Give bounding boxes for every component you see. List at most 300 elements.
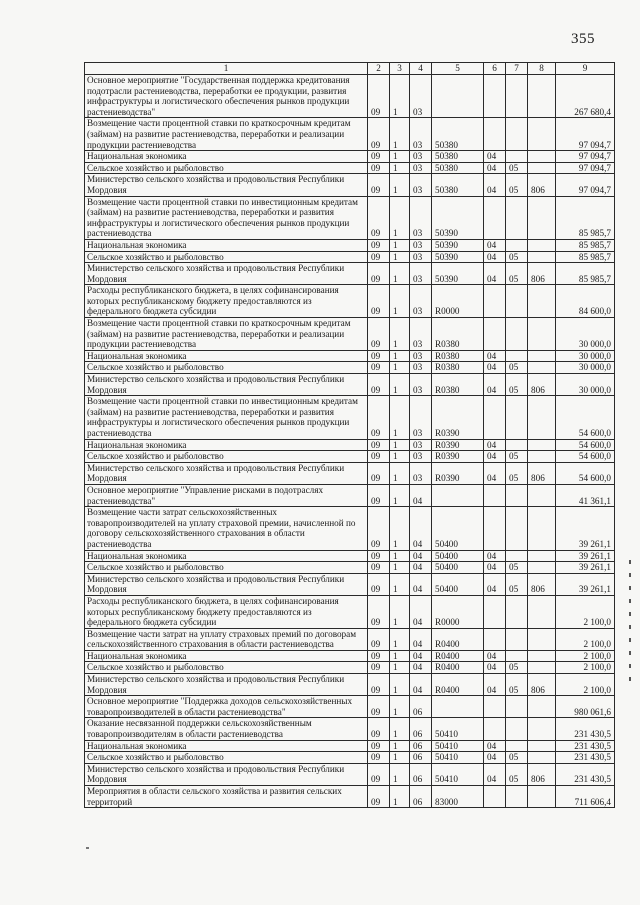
code-cell	[528, 718, 556, 740]
code-cell: 03	[410, 362, 432, 374]
code-cell: R0390	[432, 451, 484, 463]
code-cell: 1	[390, 674, 410, 696]
code-cell: 05	[506, 462, 528, 484]
code-cell: 05	[506, 763, 528, 785]
code-cell: 09	[368, 196, 390, 239]
code-cell: R0400	[432, 650, 484, 662]
row-name-cell: Возмещение части процентной ставки по краткосрочным кредитам (займам) на развитие растениеводства, переработки и реализации продукции растениеводства	[85, 118, 368, 151]
code-cell: 09	[368, 763, 390, 785]
row-name-cell: Оказание несвязанной поддержки сельскохозяйственным товаропроизводителям в области растениеводства	[85, 718, 368, 740]
code-cell: 1	[390, 251, 410, 263]
table-header-row	[85, 63, 615, 75]
code-cell: 806	[528, 263, 556, 285]
code-cell: 1	[390, 350, 410, 362]
code-cell: 806	[528, 174, 556, 196]
code-cell	[528, 151, 556, 163]
code-cell	[528, 752, 556, 764]
code-cell	[528, 239, 556, 251]
code-cell	[484, 118, 506, 151]
amount-cell: 231 430,5	[556, 740, 615, 752]
code-cell: 05	[506, 573, 528, 595]
code-cell: 05	[506, 263, 528, 285]
code-cell: 04	[484, 162, 506, 174]
code-cell: 04	[484, 662, 506, 674]
table-row	[85, 162, 615, 174]
code-cell	[528, 507, 556, 550]
code-cell	[506, 786, 528, 808]
code-cell: 04	[484, 374, 506, 396]
column-header: 1	[85, 63, 368, 75]
table-row	[85, 174, 615, 196]
table-row	[85, 562, 615, 574]
code-cell	[506, 718, 528, 740]
code-cell	[528, 696, 556, 718]
code-cell: 50390	[432, 251, 484, 263]
code-cell: 09	[368, 350, 390, 362]
table-row	[85, 396, 615, 439]
code-cell: 09	[368, 740, 390, 752]
code-cell: 50380	[432, 118, 484, 151]
code-cell: 04	[410, 650, 432, 662]
code-cell: 09	[368, 674, 390, 696]
code-cell: 04	[484, 740, 506, 752]
code-cell	[484, 507, 506, 550]
code-cell	[506, 650, 528, 662]
amount-cell: 30 000,0	[556, 362, 615, 374]
code-cell	[528, 285, 556, 318]
code-cell: 806	[528, 573, 556, 595]
row-name-cell: Сельское хозяйство и рыболовство	[85, 162, 368, 174]
amount-cell: 39 261,1	[556, 507, 615, 550]
code-cell: 1	[390, 285, 410, 318]
code-cell: 1	[390, 75, 410, 118]
amount-cell: 231 430,5	[556, 718, 615, 740]
table-row	[85, 318, 615, 351]
code-cell: 05	[506, 162, 528, 174]
code-cell: 04	[484, 752, 506, 764]
code-cell: 04	[484, 350, 506, 362]
amount-cell: 41 361,1	[556, 484, 615, 506]
table-row	[85, 696, 615, 718]
row-name-cell: Сельское хозяйство и рыболовство	[85, 451, 368, 463]
amount-cell: 54 600,0	[556, 396, 615, 439]
table-row	[85, 573, 615, 595]
code-cell: 1	[390, 628, 410, 650]
code-cell	[484, 786, 506, 808]
code-cell: 50390	[432, 196, 484, 239]
row-name-cell: Сельское хозяйство и рыболовство	[85, 251, 368, 263]
row-name-cell: Национальная экономика	[85, 350, 368, 362]
code-cell: 05	[506, 752, 528, 764]
code-cell	[506, 595, 528, 628]
code-cell	[506, 550, 528, 562]
code-cell: R0000	[432, 285, 484, 318]
margin-marks	[629, 560, 632, 710]
table-row	[85, 263, 615, 285]
code-cell: 806	[528, 674, 556, 696]
amount-cell: 97 094,7	[556, 174, 615, 196]
table-row	[85, 740, 615, 752]
table-row	[85, 151, 615, 163]
code-cell: 1	[390, 318, 410, 351]
code-cell: 1	[390, 650, 410, 662]
amount-cell: 2 100,0	[556, 650, 615, 662]
code-cell: 09	[368, 507, 390, 550]
code-cell: 1	[390, 550, 410, 562]
code-cell: R0400	[432, 674, 484, 696]
code-cell	[528, 562, 556, 574]
code-cell: 05	[506, 451, 528, 463]
code-cell: R0000	[432, 595, 484, 628]
amount-cell: 711 606,4	[556, 786, 615, 808]
code-cell	[528, 350, 556, 362]
code-cell	[484, 595, 506, 628]
amount-cell: 97 094,7	[556, 151, 615, 163]
code-cell	[484, 628, 506, 650]
amount-cell: 54 600,0	[556, 451, 615, 463]
row-name-cell: Министерство сельского хозяйства и продовольствия Республики Мордовия	[85, 573, 368, 595]
code-cell: 1	[390, 439, 410, 451]
amount-cell: 54 600,0	[556, 439, 615, 451]
code-cell: 50380	[432, 174, 484, 196]
code-cell: 06	[410, 786, 432, 808]
code-cell	[506, 118, 528, 151]
code-cell	[506, 396, 528, 439]
code-cell: 50390	[432, 239, 484, 251]
code-cell: 03	[410, 196, 432, 239]
code-cell: 50400	[432, 562, 484, 574]
code-cell: 03	[410, 285, 432, 318]
code-cell: R0390	[432, 462, 484, 484]
code-cell	[528, 550, 556, 562]
page-number: 355	[571, 31, 595, 47]
code-cell	[528, 396, 556, 439]
code-cell: 09	[368, 174, 390, 196]
code-cell	[506, 196, 528, 239]
row-name-cell: Сельское хозяйство и рыболовство	[85, 662, 368, 674]
code-cell	[528, 318, 556, 351]
code-cell	[506, 318, 528, 351]
code-cell: 1	[390, 484, 410, 506]
amount-cell: 2 100,0	[556, 628, 615, 650]
table-row	[85, 718, 615, 740]
code-cell: 09	[368, 562, 390, 574]
code-cell: 09	[368, 439, 390, 451]
code-cell: 05	[506, 562, 528, 574]
row-name-cell: Сельское хозяйство и рыболовство	[85, 362, 368, 374]
code-cell	[528, 75, 556, 118]
code-cell: 03	[410, 118, 432, 151]
code-cell: 03	[410, 396, 432, 439]
code-cell	[484, 318, 506, 351]
code-cell: 04	[484, 263, 506, 285]
code-cell: 09	[368, 118, 390, 151]
code-cell: 04	[484, 763, 506, 785]
code-cell: 1	[390, 662, 410, 674]
row-name-cell: Национальная экономика	[85, 650, 368, 662]
code-cell	[484, 696, 506, 718]
code-cell: 09	[368, 484, 390, 506]
amount-cell: 231 430,5	[556, 763, 615, 785]
code-cell	[528, 118, 556, 151]
code-cell: 09	[368, 151, 390, 163]
code-cell: 05	[506, 374, 528, 396]
code-cell: 1	[390, 263, 410, 285]
row-name-cell: Возмещение части процентной ставки по инвестиционным кредитам (займам) на развитие растениеводства, переработки и развития инфраструктуры и логистического обеспечения рынков продукции растениеводства	[85, 396, 368, 439]
code-cell: 1	[390, 162, 410, 174]
row-name-cell: Возмещение части затрат сельскохозяйственных товаропроизводителей на уплату страховой премии, начисленной по договору сельскохозяйственного страхования в области растениеводства	[85, 507, 368, 550]
row-name-cell: Сельское хозяйство и рыболовство	[85, 562, 368, 574]
code-cell: 1	[390, 718, 410, 740]
code-cell: 09	[368, 75, 390, 118]
table-row	[85, 451, 615, 463]
code-cell: 09	[368, 462, 390, 484]
table-row	[85, 462, 615, 484]
code-cell: 09	[368, 550, 390, 562]
code-cell	[528, 451, 556, 463]
table-row	[85, 374, 615, 396]
code-cell	[432, 484, 484, 506]
code-cell: 04	[410, 550, 432, 562]
code-cell: 50400	[432, 550, 484, 562]
row-name-cell: Национальная экономика	[85, 439, 368, 451]
table-row	[85, 662, 615, 674]
scan-dot	[86, 847, 89, 849]
table-row	[85, 118, 615, 151]
code-cell: 09	[368, 285, 390, 318]
code-cell: 04	[484, 362, 506, 374]
code-cell	[506, 628, 528, 650]
code-cell: 09	[368, 263, 390, 285]
code-cell	[506, 484, 528, 506]
code-cell: 03	[410, 451, 432, 463]
code-cell: 09	[368, 318, 390, 351]
row-name-cell: Возмещение части затрат на уплату страховых премий по договорам сельскохозяйственного страхования в области растениеводства	[85, 628, 368, 650]
code-cell: 06	[410, 718, 432, 740]
code-cell: 06	[410, 696, 432, 718]
code-cell: 1	[390, 786, 410, 808]
amount-cell: 980 061,6	[556, 696, 615, 718]
code-cell: 1	[390, 696, 410, 718]
table-row	[85, 484, 615, 506]
code-cell: 1	[390, 374, 410, 396]
code-cell	[432, 696, 484, 718]
code-cell: 04	[484, 451, 506, 463]
code-cell: 09	[368, 396, 390, 439]
code-cell: 04	[484, 674, 506, 696]
code-cell	[484, 396, 506, 439]
code-cell: 1	[390, 396, 410, 439]
code-cell: 05	[506, 674, 528, 696]
table-row	[85, 763, 615, 785]
code-cell: 04	[484, 439, 506, 451]
code-cell	[432, 75, 484, 118]
code-cell: 09	[368, 162, 390, 174]
code-cell: 09	[368, 650, 390, 662]
code-cell	[528, 196, 556, 239]
amount-cell: 85 985,7	[556, 239, 615, 251]
code-cell: 1	[390, 752, 410, 764]
row-name-cell: Мероприятия в области сельского хозяйства и развития сельских территорий	[85, 786, 368, 808]
amount-cell: 85 985,7	[556, 263, 615, 285]
code-cell: 50410	[432, 740, 484, 752]
code-cell	[528, 595, 556, 628]
code-cell: 09	[368, 239, 390, 251]
code-cell: 03	[410, 263, 432, 285]
table-row	[85, 786, 615, 808]
code-cell	[528, 362, 556, 374]
row-name-cell: Министерство сельского хозяйства и продовольствия Республики Мордовия	[85, 674, 368, 696]
code-cell: 04	[410, 595, 432, 628]
code-cell: 09	[368, 362, 390, 374]
table-row	[85, 595, 615, 628]
code-cell: 50410	[432, 752, 484, 764]
amount-cell: 30 000,0	[556, 318, 615, 351]
code-cell	[484, 285, 506, 318]
table-row	[85, 507, 615, 550]
column-header: 3	[390, 63, 410, 75]
code-cell	[506, 507, 528, 550]
code-cell: 806	[528, 374, 556, 396]
code-cell: 09	[368, 374, 390, 396]
row-name-cell: Сельское хозяйство и рыболовство	[85, 752, 368, 764]
table-row	[85, 650, 615, 662]
row-name-cell: Национальная экономика	[85, 550, 368, 562]
code-cell: 1	[390, 362, 410, 374]
amount-cell: 85 985,7	[556, 196, 615, 239]
code-cell: 1	[390, 507, 410, 550]
code-cell	[506, 151, 528, 163]
row-name-cell: Министерство сельского хозяйства и продовольствия Республики Мордовия	[85, 462, 368, 484]
code-cell: 04	[484, 239, 506, 251]
code-cell: 50400	[432, 507, 484, 550]
table-row	[85, 752, 615, 764]
table-row	[85, 196, 615, 239]
row-name-cell: Национальная экономика	[85, 151, 368, 163]
table-row	[85, 239, 615, 251]
code-cell: 06	[410, 740, 432, 752]
row-name-cell: Министерство сельского хозяйства и продовольствия Республики Мордовия	[85, 763, 368, 785]
amount-cell: 2 100,0	[556, 674, 615, 696]
code-cell: 806	[528, 763, 556, 785]
code-cell: 1	[390, 562, 410, 574]
code-cell: 04	[410, 573, 432, 595]
code-cell: R0400	[432, 662, 484, 674]
code-cell: 1	[390, 573, 410, 595]
code-cell: R0390	[432, 439, 484, 451]
code-cell: 806	[528, 462, 556, 484]
column-header: 4	[410, 63, 432, 75]
code-cell: 05	[506, 362, 528, 374]
code-cell: 04	[484, 650, 506, 662]
code-cell: R0380	[432, 318, 484, 351]
column-header: 5	[432, 63, 484, 75]
row-name-cell: Национальная экономика	[85, 740, 368, 752]
row-name-cell: Министерство сельского хозяйства и продовольствия Республики Мордовия	[85, 174, 368, 196]
code-cell: 09	[368, 451, 390, 463]
code-cell: 04	[484, 174, 506, 196]
code-cell: 04	[484, 251, 506, 263]
amount-cell: 85 985,7	[556, 251, 615, 263]
code-cell: 50380	[432, 162, 484, 174]
table-row	[85, 674, 615, 696]
code-cell: 04	[410, 484, 432, 506]
code-cell	[506, 740, 528, 752]
column-header: 6	[484, 63, 506, 75]
code-cell: 03	[410, 75, 432, 118]
code-cell: 04	[410, 562, 432, 574]
code-cell: 50390	[432, 263, 484, 285]
code-cell	[528, 251, 556, 263]
amount-cell: 30 000,0	[556, 374, 615, 396]
row-name-cell: Министерство сельского хозяйства и продовольствия Республики Мордовия	[85, 263, 368, 285]
amount-cell: 84 600,0	[556, 285, 615, 318]
code-cell	[528, 740, 556, 752]
code-cell: 04	[484, 462, 506, 484]
code-cell: 03	[410, 239, 432, 251]
code-cell: 04	[410, 507, 432, 550]
code-cell: 50380	[432, 151, 484, 163]
budget-table	[84, 62, 615, 808]
table-row	[85, 439, 615, 451]
code-cell	[506, 439, 528, 451]
code-cell: 03	[410, 374, 432, 396]
code-cell: R0390	[432, 396, 484, 439]
table-row	[85, 362, 615, 374]
code-cell: R0380	[432, 362, 484, 374]
code-cell	[528, 162, 556, 174]
code-cell: 03	[410, 174, 432, 196]
code-cell	[484, 75, 506, 118]
table-row	[85, 550, 615, 562]
code-cell: 09	[368, 696, 390, 718]
code-cell	[528, 628, 556, 650]
code-cell: 1	[390, 118, 410, 151]
code-cell: 50410	[432, 718, 484, 740]
code-cell: 03	[410, 350, 432, 362]
code-cell	[484, 484, 506, 506]
code-cell: 03	[410, 251, 432, 263]
amount-cell: 2 100,0	[556, 662, 615, 674]
code-cell: 1	[390, 462, 410, 484]
code-cell	[528, 439, 556, 451]
code-cell: 04	[484, 573, 506, 595]
code-cell: 04	[410, 662, 432, 674]
code-cell: 1	[390, 239, 410, 251]
code-cell: 1	[390, 174, 410, 196]
code-cell: 03	[410, 162, 432, 174]
code-cell: R0400	[432, 628, 484, 650]
code-cell	[484, 196, 506, 239]
code-cell: 1	[390, 595, 410, 628]
amount-cell: 54 600,0	[556, 462, 615, 484]
code-cell	[528, 662, 556, 674]
code-cell	[506, 350, 528, 362]
row-name-cell: Возмещение части процентной ставки по краткосрочным кредитам (займам) на развитие растениеводства, переработки и реализации продукции растениеводства	[85, 318, 368, 351]
code-cell	[506, 239, 528, 251]
code-cell: 05	[506, 174, 528, 196]
code-cell: 09	[368, 752, 390, 764]
code-cell	[506, 696, 528, 718]
table-row	[85, 285, 615, 318]
code-cell: 50410	[432, 763, 484, 785]
row-name-cell: Основное мероприятие "Поддержка доходов сельскохозяйственных товаропроизводителей в области растениеводства"	[85, 696, 368, 718]
code-cell	[528, 650, 556, 662]
code-cell: 09	[368, 786, 390, 808]
column-header: 8	[528, 63, 556, 75]
table-row	[85, 251, 615, 263]
amount-cell: 97 094,7	[556, 118, 615, 151]
